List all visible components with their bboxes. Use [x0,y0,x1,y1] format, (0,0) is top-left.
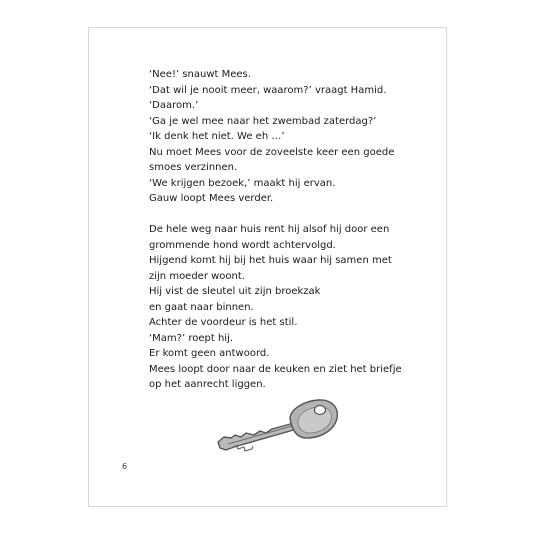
text-line: smoes verzinnen. [149,162,238,173]
text-line: op het aanrecht liggen. [149,379,266,390]
text-line: ‘Mam?’ roept hij. [149,332,234,344]
text-line: en gaat naar binnen. [149,301,254,313]
page-number: 6 [122,462,128,471]
key-icon [214,396,344,456]
text-line: ‘Dat wil je nooit meer, waarom?’ vraagt Hamid. [149,84,387,96]
text-line: Er komt geen antwoord. [149,348,270,359]
text-line: ‘Daarom.’ [149,100,199,111]
key-blade [218,423,297,450]
key-hole [315,406,326,415]
text-line: Hij vist de sleutel uit zijn broekzak [149,286,321,297]
paragraph-2 [149,222,439,393]
paragraph-gap [149,207,439,223]
text-line: Gauw loopt Mees verder. [149,193,274,204]
key-drawing [218,400,337,451]
text-line: grommende hond wordt achtervolgd. [149,239,336,251]
key-groove [228,426,292,444]
story-text [149,67,439,393]
paragraph-1 [149,67,439,207]
text-line: Achter de voordeur is het stil. [149,317,298,328]
book-page [88,27,447,507]
text-line: zijn moeder woont. [149,270,245,282]
text-line: ‘Nee!’ snauwt Mees. [149,69,251,80]
text-line: De hele weg naar huis rent hij alsof hij door een [149,224,390,235]
text-line: Nu moet Mees voor de zoveelste keer een goede [149,146,395,158]
text-line: ‘Ga je wel mee naar het zwembad zaterdag?’ [149,115,377,127]
text-line: ‘Ik denk het niet. We eh …’ [149,131,285,142]
text-line: Mees loopt door naar de keuken en ziet het briefje [149,363,402,375]
text-line: ‘We krijgen bezoek,’ maakt hij ervan. [149,177,336,189]
text-line: Hijgend komt hij bij het huis waar hij samen met [149,255,392,266]
